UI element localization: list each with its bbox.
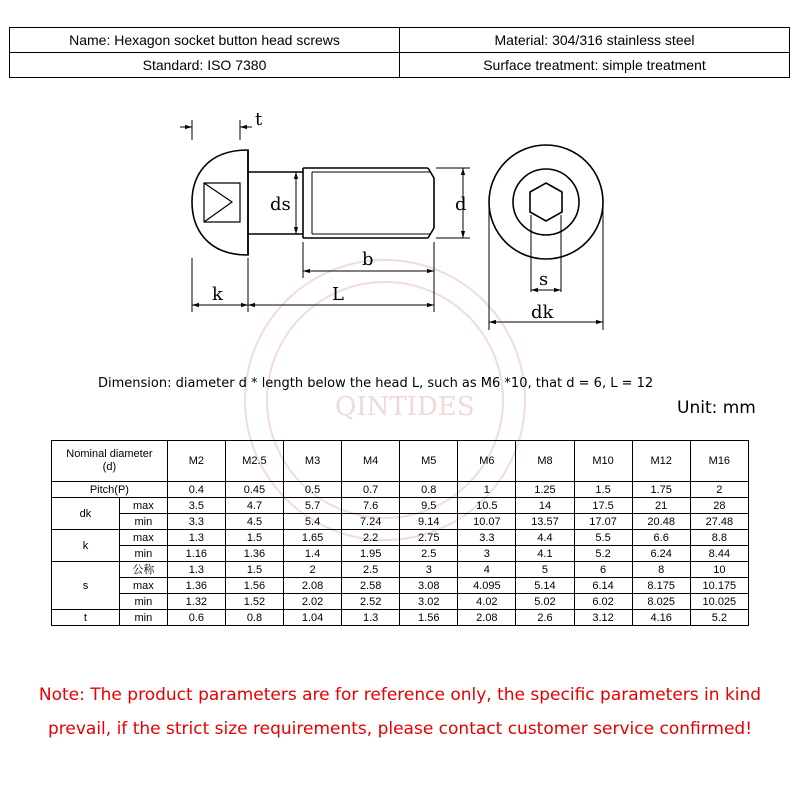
table-cell: 2 bbox=[690, 482, 748, 498]
table-cell: 3.12 bbox=[574, 610, 632, 626]
table-cell: 4.5 bbox=[225, 514, 283, 530]
table-cell: 1.95 bbox=[342, 546, 400, 562]
nominal-header bbox=[52, 441, 168, 482]
table-cell: 10.5 bbox=[458, 498, 516, 514]
table-cell: 1.04 bbox=[284, 610, 342, 626]
table-cell: 3 bbox=[458, 546, 516, 562]
table-row bbox=[52, 498, 749, 514]
table-cell: 1.3 bbox=[167, 562, 225, 578]
table-cell: 6.24 bbox=[632, 546, 690, 562]
table-cell: 8 bbox=[632, 562, 690, 578]
table-cell: 1.3 bbox=[167, 530, 225, 546]
row-label: k bbox=[52, 530, 120, 562]
product-name: Name: Hexagon socket button head screws bbox=[10, 28, 400, 53]
table-row bbox=[52, 610, 749, 626]
table-cell: 21 bbox=[632, 498, 690, 514]
table-cell: 17.07 bbox=[574, 514, 632, 530]
size-cell: M8 bbox=[516, 441, 574, 482]
table-cell: 6.6 bbox=[632, 530, 690, 546]
table-row bbox=[52, 482, 749, 498]
table-cell: 2.5 bbox=[342, 562, 400, 578]
table-row bbox=[52, 530, 749, 546]
table-cell: 27.48 bbox=[690, 514, 748, 530]
table-cell: 5.4 bbox=[284, 514, 342, 530]
table-cell: 1.25 bbox=[516, 482, 574, 498]
sub-label: max bbox=[119, 578, 167, 594]
table-cell: 1.75 bbox=[632, 482, 690, 498]
label-d: d bbox=[455, 194, 467, 215]
table-cell: 3.5 bbox=[167, 498, 225, 514]
table-row bbox=[52, 562, 749, 578]
table-cell: 1.5 bbox=[574, 482, 632, 498]
table-cell: 3.3 bbox=[167, 514, 225, 530]
product-material: Material: 304/316 stainless steel bbox=[400, 28, 790, 53]
table-cell: 20.48 bbox=[632, 514, 690, 530]
table-cell: 7.6 bbox=[342, 498, 400, 514]
table-cell: 28 bbox=[690, 498, 748, 514]
table-cell: 1.16 bbox=[167, 546, 225, 562]
table-cell: 4.1 bbox=[516, 546, 574, 562]
size-cell: M6 bbox=[458, 441, 516, 482]
table-cell: 4.095 bbox=[458, 578, 516, 594]
unit-label: Unit: mm bbox=[677, 398, 756, 418]
table-cell: 1.52 bbox=[225, 594, 283, 610]
table-cell: 4 bbox=[458, 562, 516, 578]
label-s: s bbox=[539, 269, 549, 290]
table-cell: 5.02 bbox=[516, 594, 574, 610]
table-cell: 0.45 bbox=[225, 482, 283, 498]
table-row bbox=[52, 546, 749, 562]
table-cell: 4.16 bbox=[632, 610, 690, 626]
table-cell: 2.5 bbox=[400, 546, 458, 562]
product-surface: Surface treatment: simple treatment bbox=[400, 53, 790, 78]
table-cell: 1 bbox=[458, 482, 516, 498]
table-cell: 14 bbox=[516, 498, 574, 514]
row-label: s bbox=[52, 562, 120, 610]
screw-drawing bbox=[0, 0, 800, 360]
table-cell: 4.7 bbox=[225, 498, 283, 514]
table-cell: 3 bbox=[400, 562, 458, 578]
table-cell: 0.8 bbox=[225, 610, 283, 626]
label-b: b bbox=[362, 249, 374, 270]
table-cell: 0.6 bbox=[167, 610, 225, 626]
table-cell: 1.36 bbox=[225, 546, 283, 562]
sub-label: max bbox=[119, 498, 167, 514]
size-cell: M5 bbox=[400, 441, 458, 482]
size-cell: M10 bbox=[574, 441, 632, 482]
row-label: t bbox=[52, 610, 120, 626]
table-cell: 5.2 bbox=[574, 546, 632, 562]
watermark-text: QINTIDES bbox=[335, 392, 475, 422]
table-cell: 0.5 bbox=[284, 482, 342, 498]
table-cell: 4.4 bbox=[516, 530, 574, 546]
sub-label: 公称 bbox=[119, 562, 167, 578]
nominal-title: Nominal diameter bbox=[66, 448, 153, 460]
disclaimer-note: Note: The product parameters are for reference only, the specific parameters in kind prevail, if the strict size requirements, please contact customer service confirmed! bbox=[38, 685, 762, 739]
table-cell: 1.4 bbox=[284, 546, 342, 562]
table-cell: 5 bbox=[516, 562, 574, 578]
spec-table bbox=[51, 440, 749, 626]
table-cell: 9.14 bbox=[400, 514, 458, 530]
sub-label: min bbox=[119, 546, 167, 562]
table-cell: 0.8 bbox=[400, 482, 458, 498]
table-cell: 5.2 bbox=[690, 610, 748, 626]
sub-label: min bbox=[119, 514, 167, 530]
table-cell: 5.14 bbox=[516, 578, 574, 594]
sub-label: max bbox=[119, 530, 167, 546]
table-cell: 1.65 bbox=[284, 530, 342, 546]
table-cell: 3.02 bbox=[400, 594, 458, 610]
size-cell: M4 bbox=[342, 441, 400, 482]
table-cell: 2.2 bbox=[342, 530, 400, 546]
table-cell: 10.175 bbox=[690, 578, 748, 594]
table-cell: 1.5 bbox=[225, 530, 283, 546]
size-cell: M2.5 bbox=[225, 441, 283, 482]
label-L: L bbox=[332, 284, 344, 305]
table-cell: 2.6 bbox=[516, 610, 574, 626]
table-row bbox=[52, 514, 749, 530]
size-cell: M12 bbox=[632, 441, 690, 482]
table-cell: 5.5 bbox=[574, 530, 632, 546]
table-cell: 7.24 bbox=[342, 514, 400, 530]
table-cell: 4.02 bbox=[458, 594, 516, 610]
dimension-note: Dimension: diameter d * length below the head L, such as M6 *10, that d = 6, L = 12 bbox=[98, 376, 654, 391]
size-cell: M3 bbox=[284, 441, 342, 482]
table-header-row bbox=[52, 441, 749, 482]
row-label: Pitch(P) bbox=[52, 482, 168, 498]
size-cell: M16 bbox=[690, 441, 748, 482]
label-k: k bbox=[212, 284, 223, 305]
table-cell: 6.14 bbox=[574, 578, 632, 594]
table-cell: 10.025 bbox=[690, 594, 748, 610]
table-cell: 3.08 bbox=[400, 578, 458, 594]
table-cell: 1.36 bbox=[167, 578, 225, 594]
table-cell: 13.57 bbox=[516, 514, 574, 530]
table-cell: 10 bbox=[690, 562, 748, 578]
table-cell: 6 bbox=[574, 562, 632, 578]
size-cell: M2 bbox=[167, 441, 225, 482]
label-t: t bbox=[255, 109, 263, 130]
table-cell: 2.58 bbox=[342, 578, 400, 594]
product-standard: Standard: ISO 7380 bbox=[10, 53, 400, 78]
table-cell: 8.8 bbox=[690, 530, 748, 546]
table-cell: 9.5 bbox=[400, 498, 458, 514]
table-cell: 10.07 bbox=[458, 514, 516, 530]
table-cell: 17.5 bbox=[574, 498, 632, 514]
table-cell: 1.32 bbox=[167, 594, 225, 610]
label-dk: dk bbox=[531, 302, 554, 323]
table-cell: 2.08 bbox=[284, 578, 342, 594]
sub-label: min bbox=[119, 610, 167, 626]
sub-label: min bbox=[119, 594, 167, 610]
table-cell: 2 bbox=[284, 562, 342, 578]
table-cell: 0.7 bbox=[342, 482, 400, 498]
table-cell: 2.02 bbox=[284, 594, 342, 610]
table-cell: 8.44 bbox=[690, 546, 748, 562]
table-cell: 5.7 bbox=[284, 498, 342, 514]
label-ds: ds bbox=[270, 194, 291, 215]
table-cell: 2.08 bbox=[458, 610, 516, 626]
table-cell: 8.175 bbox=[632, 578, 690, 594]
table-row bbox=[52, 594, 749, 610]
table-cell: 1.56 bbox=[225, 578, 283, 594]
table-cell: 6.02 bbox=[574, 594, 632, 610]
table-cell: 1.56 bbox=[400, 610, 458, 626]
dimension-lines bbox=[180, 120, 470, 312]
side-view bbox=[192, 150, 434, 255]
table-row bbox=[52, 578, 749, 594]
table-cell: 1.3 bbox=[342, 610, 400, 626]
table-cell: 1.5 bbox=[225, 562, 283, 578]
table-cell: 3.3 bbox=[458, 530, 516, 546]
nominal-sub: (d) bbox=[102, 461, 117, 473]
table-cell: 2.75 bbox=[400, 530, 458, 546]
table-cell: 0.4 bbox=[167, 482, 225, 498]
row-label: dk bbox=[52, 498, 120, 530]
table-cell: 8.025 bbox=[632, 594, 690, 610]
table-cell: 2.52 bbox=[342, 594, 400, 610]
